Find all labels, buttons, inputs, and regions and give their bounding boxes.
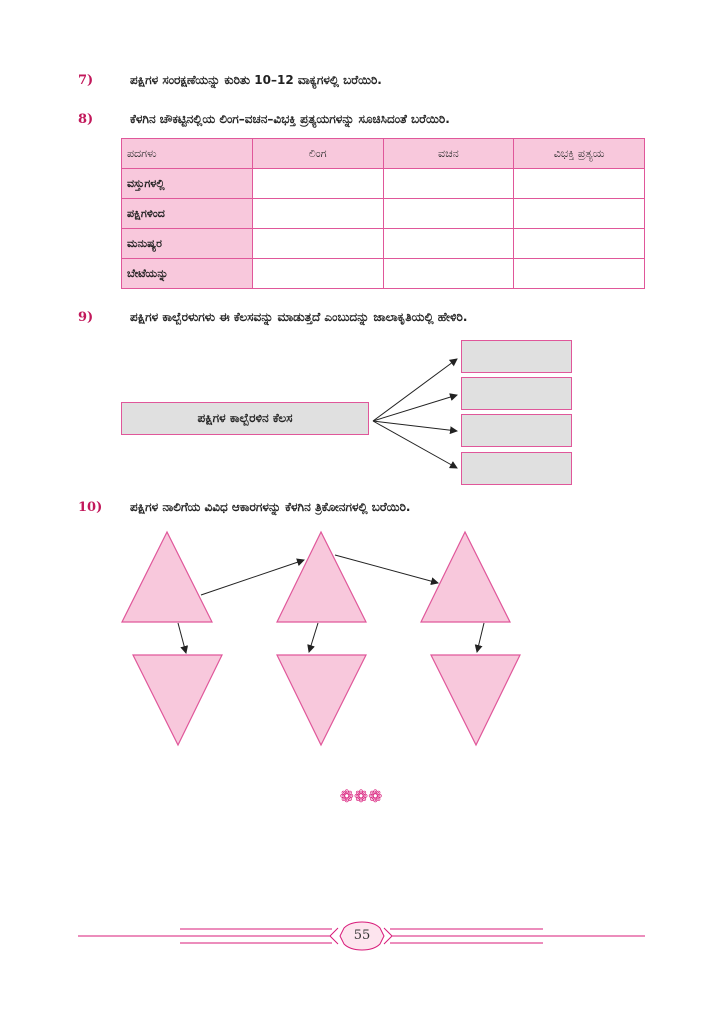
header-case-suffix: ವಿಭಕ್ತಿ ಪ್ರತ್ಯಯ (514, 139, 645, 169)
down-triangle[interactable] (431, 655, 520, 745)
question-number: 8) (78, 112, 94, 127)
down-triangle[interactable] (277, 655, 366, 745)
arrow (309, 623, 318, 652)
up-triangle[interactable] (122, 532, 212, 622)
arrow (335, 555, 438, 583)
up-triangle[interactable] (421, 532, 510, 622)
question-number: 9) (78, 310, 94, 325)
row-word: ಬೇಟೆಯನ್ನು (122, 259, 253, 289)
web-arrows (373, 359, 457, 468)
question-text: ಪಕ್ಷಿಗಳ ಕಾಲ್ಬೆರಳುಗಳು ಈ ಕೆಲಸವನ್ನು ಮಾಡುತ್ತದೆ ಎಂಬುದನ್ನು ಜಾಲಾಕೃತಿಯಲ್ಲಿ ಹೇಳಿರಿ. (130, 310, 468, 324)
up-triangle[interactable] (277, 532, 366, 622)
question-text: ಪಕ್ಷಿಗಳ ಸಂರಕ್ಷಣೆಯನ್ನು ಕುರಿತು 10–12 ವಾಕ್ಯಗಳಲ್ಲಿ ಬರೆಯಿರಿ. (130, 73, 382, 87)
down-triangle[interactable] (133, 655, 222, 745)
row-word: ಪಕ್ಷಿಗಳಿಂದ (122, 199, 253, 229)
header-gender: ಲಿಂಗ (252, 139, 383, 169)
arrow (201, 560, 304, 595)
arrow (373, 421, 457, 468)
question-number: 7) (78, 73, 94, 88)
web-center-box: ಪಕ್ಷಿಗಳ ಕಾಲ್ಬೆರಳಿನ ಕೆಲಸ (121, 402, 369, 435)
arrow (373, 421, 457, 431)
arrow (477, 623, 484, 652)
question-text: ಪಕ್ಷಿಗಳ ನಾಲಿಗೆಯ ವಿವಿಧ ಆಕಾರಗಳನ್ನು ಕೆಳಗಿನ ತ್ರಿಕೋನಗಳಲ್ಲಿ ಬರೆಯಿರಿ. (130, 500, 411, 514)
arrow (373, 359, 457, 421)
page-number: 55 (353, 928, 371, 943)
question-text: ಕೆಳಗಿನ ಚೌಕಟ್ಟಿನಲ್ಲಿಯ ಲಿಂಗ–ವಚನ–ವಿಭಕ್ತಿ ಪ್ರತ್ಯಯಗಳನ್ನು ಸೂಚಿಸಿದಂತೆ ಬರೆಯಿರಿ. (130, 112, 450, 126)
header-number: ವಚನ (383, 139, 514, 169)
question-number: 10) (78, 500, 103, 515)
row-word: ವಸ್ತುಗಳಲ್ಲಿ (122, 169, 253, 199)
header-words: ಪದಗಳು (122, 139, 253, 169)
arrow (373, 395, 457, 421)
arrow (178, 623, 186, 653)
row-word: ಮನುಷ್ಯರ (122, 229, 253, 259)
ornament-divider: ❁❁❁ (339, 787, 383, 807)
